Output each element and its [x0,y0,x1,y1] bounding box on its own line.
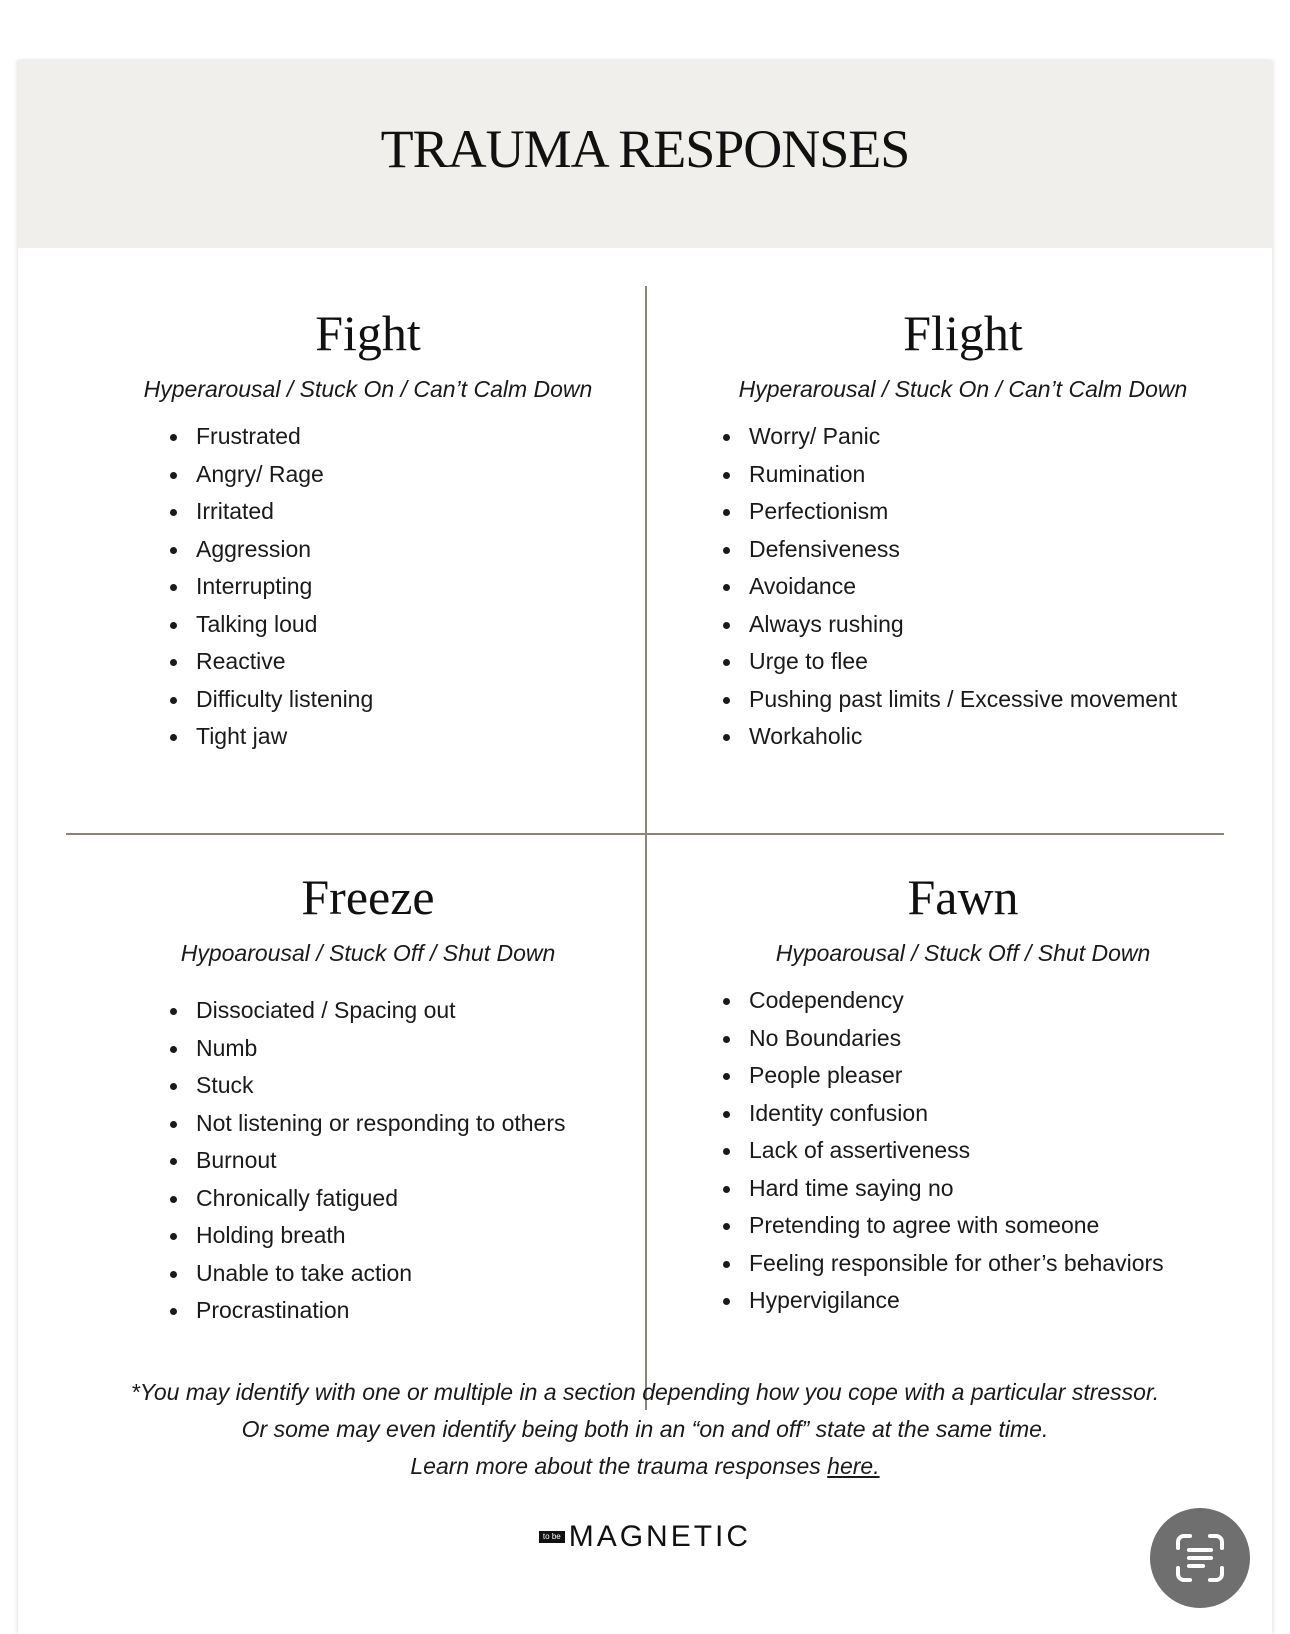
footnote-line-1: *You may identify with one or multiple in a section depending how you cope with a particular stressor. [130,1379,1160,1405]
freeze-quadrant [68,869,668,1323]
list-item: Worry/ Panic [723,418,1177,456]
list-item: Codependency [723,982,1164,1020]
fawn-heading: Fawn [907,869,1019,925]
list-item: Frustrated [170,418,373,456]
list-item: Not listening or responding to others [170,1105,566,1143]
list-item: Chronically fatigued [170,1180,566,1218]
freeze-list [170,992,566,1330]
list-item: People pleaser [723,1057,1164,1095]
list-item: Aggression [170,531,373,569]
learn-more-link[interactable]: here. [827,1453,880,1479]
list-item: Always rushing [723,606,1177,644]
list-item: Urge to flee [723,643,1177,681]
list-item: Perfectionism [723,493,1177,531]
brand-logo [18,1520,1272,1554]
list-item: Burnout [170,1142,566,1180]
list-item: Identity confusion [723,1095,1164,1133]
freeze-heading: Freeze [301,869,435,925]
title-banner [18,60,1272,248]
horizontal-divider [66,833,1224,835]
list-item: Tight jaw [170,718,373,756]
fight-quadrant [68,305,668,749]
page-title: TRAUMA RESPONSES [380,119,910,179]
list-item: Unable to take action [170,1255,566,1293]
vertical-divider [645,286,647,1410]
list-item: No Boundaries [723,1020,1164,1058]
fight-heading: Fight [315,305,421,361]
list-item: Talking loud [170,606,373,644]
list-item: Pretending to agree with someone [723,1207,1164,1245]
list-item: Stuck [170,1067,566,1105]
list-item: Hypervigilance [723,1282,1164,1320]
list-item: Interrupting [170,568,373,606]
brand-name: MAGNETIC [568,1520,752,1553]
list-item: Angry/ Rage [170,456,373,494]
footnote-line-3-text: Learn more about the trauma responses [410,1453,828,1479]
list-item: Reactive [170,643,373,681]
list-item: Irritated [170,493,373,531]
footnote [18,1374,1272,1485]
fight-subtitle: Hyperarousal / Stuck On / Can’t Calm Down [143,376,593,402]
flight-heading: Flight [903,305,1023,361]
list-item: Lack of assertiveness [723,1132,1164,1170]
brand-logo-mark: to be [539,1531,565,1543]
footnote-line-3 [18,1448,1272,1485]
flight-subtitle: Hyperarousal / Stuck On / Can’t Calm Down [738,376,1188,402]
freeze-subtitle: Hypoarousal / Stuck Off / Shut Down [180,940,556,966]
document-page [18,60,1272,1634]
list-item: Pushing past limits / Excessive movement [723,681,1177,719]
list-item: Dissociated / Spacing out [170,992,566,1030]
list-item: Avoidance [723,568,1177,606]
list-item: Numb [170,1030,566,1068]
list-item: Defensiveness [723,531,1177,569]
list-item: Rumination [723,456,1177,494]
list-item: Procrastination [170,1292,566,1330]
text-scan-button[interactable] [1150,1508,1250,1608]
list-item: Workaholic [723,718,1177,756]
fawn-list [723,982,1164,1320]
list-item: Hard time saying no [723,1170,1164,1208]
fawn-quadrant [663,869,1263,1313]
text-scan-icon [1172,1530,1228,1586]
flight-list [723,418,1177,756]
list-item: Feeling responsible for other’s behaviors [723,1245,1164,1283]
list-item: Difficulty listening [170,681,373,719]
list-item: Holding breath [170,1217,566,1255]
fight-list [170,418,373,756]
footnote-line-2: Or some may even identify being both in an “on and off” state at the same time. [241,1416,1049,1442]
flight-quadrant [663,305,1263,749]
fawn-subtitle: Hypoarousal / Stuck Off / Shut Down [775,940,1151,966]
